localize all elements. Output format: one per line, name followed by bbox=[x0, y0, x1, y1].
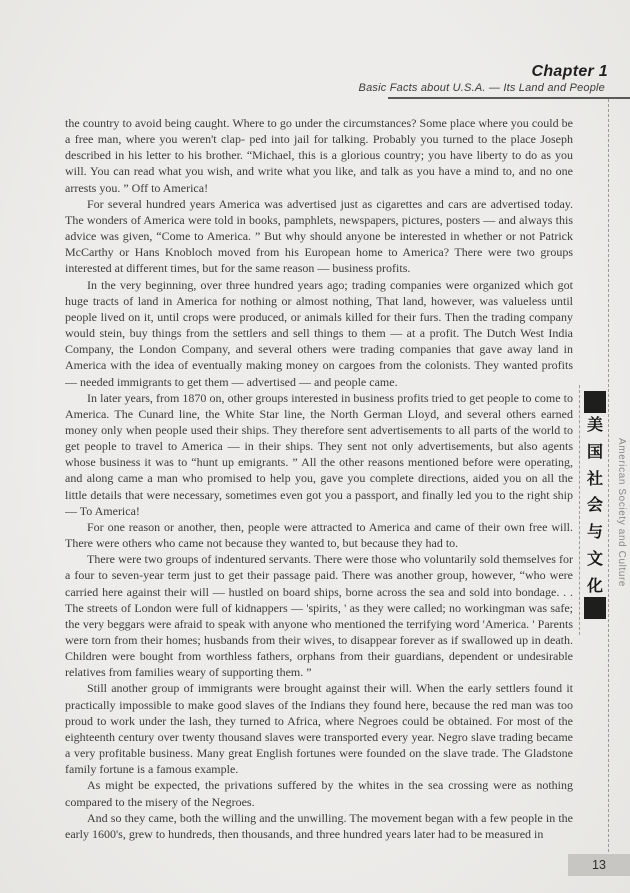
paragraph: the country to avoid being caught. Where to go under the circumstances? Some place where you could be a free man, where you weren't clap- ped into jail for talking. Probably you turned to the place Joseph described in his letter to his brother. “Michael, this is a glorious country; you have liberty to do as you will. You can read what you wish, and write what you like, and talk as you have a mind to, and no one arrests you. ” Off to America! bbox=[65, 116, 573, 195]
chapter-subtitle: Basic Facts about U.S.A. — Its Land and People bbox=[358, 82, 605, 94]
vertical-dotted-rule bbox=[608, 99, 609, 852]
paragraph: In the very beginning, over three hundred years ago; trading companies were organized which got huge tracts of land in America for nothing or almost nothing, That land, however, was valueless until people lived on it, until crops were produced, or animals killed for their furs. Then the trading company would stein, buy things from the settlers and sell things to them — at a profit. The Dutch West India Company, the London Company, and several others were trading companies that gave away land in America with the idea of eventually making money on cargoes from the colonists. They wanted profits — needed immigrants to get them — advertised — and people came. bbox=[65, 277, 573, 389]
header-rule bbox=[388, 97, 630, 99]
tab-bottom-square bbox=[584, 597, 606, 619]
paragraph: Still another group of immigrants were brought against their will. When the early settlers found it practically impossible to make good slaves of the Indians they found here, because the red man was too proud to work under the lash, they turned to Africa, where Negroes could be obtained. For most of the eighteenth century over twenty thousand slaves were transported every year. Negro slave trading became a very profitable business. Many great English fortunes were founded on the slave trade. The Gladstone family fortune is a famous example. bbox=[65, 681, 573, 777]
page-number-badge bbox=[568, 854, 630, 876]
body-text bbox=[65, 115, 573, 845]
tab-dotted-rule bbox=[579, 385, 580, 635]
chinese-char: 美 bbox=[586, 417, 603, 434]
paragraph: And so they came, both the willing and the unwilling. The movement began with a few people in the early 1600's, grew to hundreds, then thousands, and three hundred years later had to be measured in bbox=[65, 810, 573, 841]
page-number: 13 bbox=[592, 858, 606, 872]
paragraph: In later years, from 1870 on, other groups interested in business profits tried to get people to come to America. The Cunard line, the White Star line, the North German Lloyd, and several others earned money only when people used their ships. They therefore sent advertisements to all parts of the world to get people to travel to America — in their ships. They sent not only advertisements, but also agents whose business it was to “hunt up emigrants. ” All the other reasons mentioned before were operating, and along came a man who promised to help you, gave you complete directions, aided you on all the little details that were necessary, sometimes even got you a passport, and finally led you to the right ship — To America! bbox=[65, 390, 573, 518]
chinese-char: 会 bbox=[586, 497, 603, 515]
chapter-title: Chapter 1 bbox=[531, 63, 608, 80]
tab-top-square bbox=[584, 391, 606, 413]
chinese-char: 社 bbox=[586, 470, 603, 488]
paragraph: For several hundred years America was advertised just as cigarettes and cars are advertised today. The wonders of America were told in books, pamphlets, newspapers, pictures, posters — and always this advice was given, “Come to America. ” But why should anyone be interested in whether or not Patrick McCarthy or Hans Knobloch moved from his European home to America? There were two groups interested at different times, but for the same reason — business profits. bbox=[65, 196, 573, 276]
paragraph: There were two groups of indentured servants. There were those who voluntarily sold themselves for a four to seven-year term just to get their passage paid. There was another group, however, “who were carried here against their will — hustled on board ships, borne across the sea and sold into bondage. . . The streets of London were full of kidnappers — 'spirits, ' as they were called; no workingman was safe; the very beggars were afraid to speak with anyone who mentioned the terrifying word 'America. ' Parents were torn from their homes; husbands from their wives, to disappear forever as if swallowed up in death. Children were bought from worthless fathers, orphans from their guardians, dependent or undesirable relatives from families weary of supporting them. ” bbox=[65, 552, 573, 680]
chinese-series-title bbox=[583, 418, 607, 595]
chinese-char: 文 bbox=[586, 551, 603, 569]
chinese-char: 化 bbox=[586, 577, 603, 595]
paragraph: For one reason or another, then, people were attracted to America and came of their own free will. There were others who came not because they wanted to, but because they had to. bbox=[65, 519, 573, 551]
chinese-char: 与 bbox=[586, 524, 603, 542]
english-series-title: American Society and Culture bbox=[616, 438, 627, 588]
chinese-char: 国 bbox=[586, 443, 603, 461]
paragraph: As might be expected, the privations suffered by the whites in the sea crossing were as nothing compared to the misery of the Negroes. bbox=[65, 778, 573, 809]
